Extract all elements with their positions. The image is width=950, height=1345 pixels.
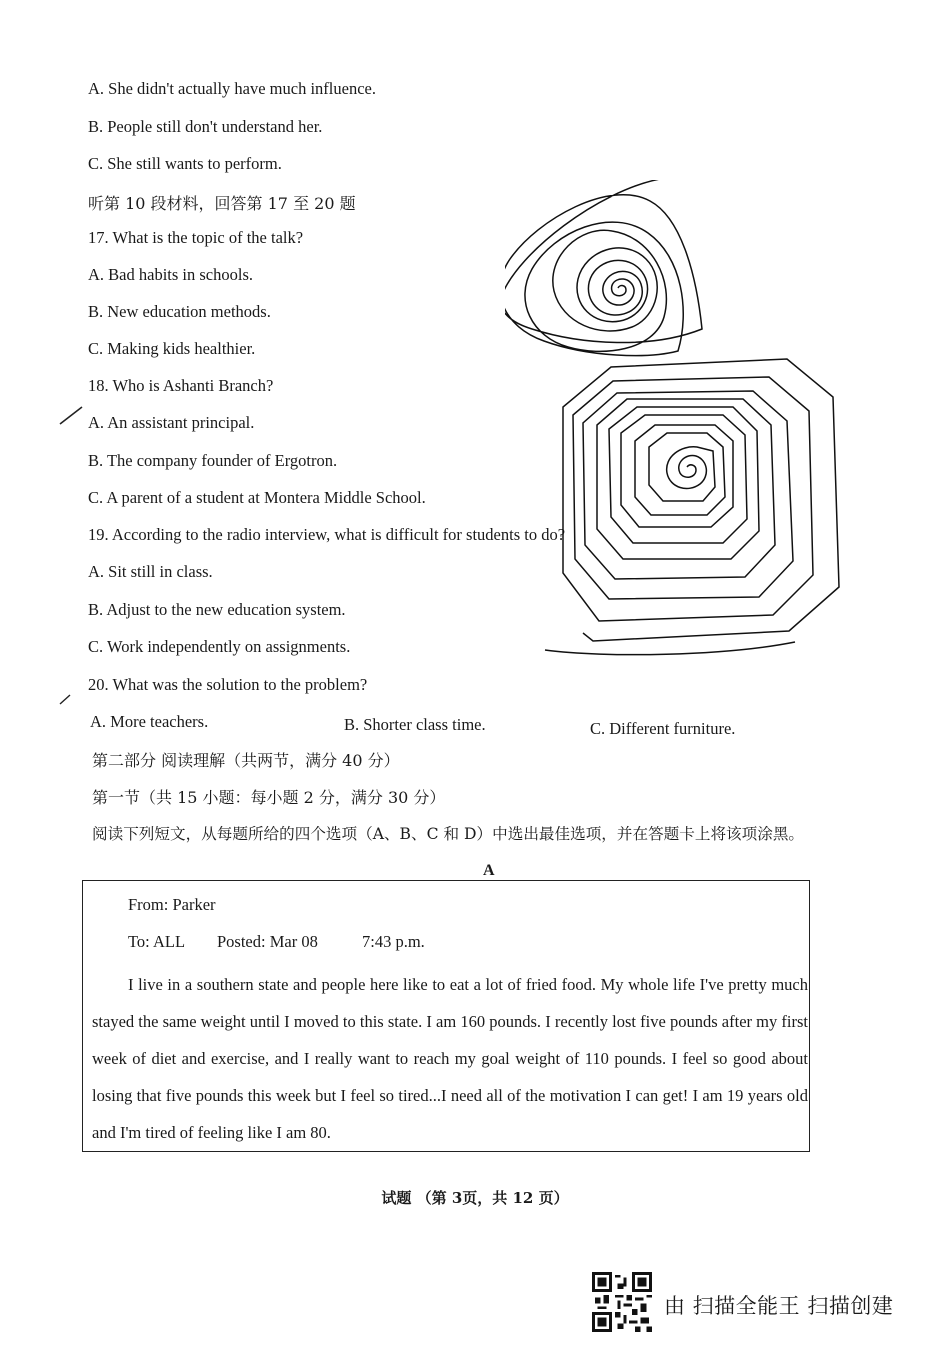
section1-title: 第一节（共 15 小题：每小题 2 分，满分 30 分） — [92, 788, 446, 807]
scribble-lower-spiral — [563, 359, 839, 641]
q20-stem: 20. What was the solution to the problem? — [88, 675, 368, 694]
scribble-upper-spiral — [505, 180, 702, 356]
reading-instruction: 阅读下列短文，从每题所给的四个选项（A、B、C 和 D）中选出最佳选项，并在答题卡上将该项涂黑。 — [92, 825, 805, 843]
q16-option-a: A. She didn't actually have much influence. — [88, 79, 376, 98]
q17-option-b: B. New education methods. — [88, 302, 271, 321]
qr-code-icon — [592, 1272, 652, 1332]
q20-option-c: C. Different furniture. — [590, 719, 736, 738]
q17-option-a: A. Bad habits in schools. — [88, 265, 253, 284]
scanner-watermark: 由 扫描全能王 扫描创建 — [664, 1294, 894, 1318]
passage-to: To: ALL — [128, 932, 186, 951]
passage-posted: Posted: Mar 08 — [217, 932, 318, 951]
q19-option-b: B. Adjust to the new education system. — [88, 600, 346, 619]
q20-option-b: B. Shorter class time. — [344, 715, 486, 734]
part2-title: 第二部分 阅读理解（共两节，满分 40 分） — [92, 751, 400, 770]
passage-letter: A — [483, 862, 495, 879]
q16-option-b: B. People still don't understand her. — [88, 117, 323, 136]
pen-tick-mark-18 — [58, 404, 84, 426]
q18-option-b: B. The company founder of Ergotron. — [88, 451, 338, 470]
pen-scribble-doodle — [505, 180, 845, 670]
q18-option-c: C. A parent of a student at Montera Middle School. — [88, 488, 426, 507]
q18-stem: 18. Who is Ashanti Branch? — [88, 376, 274, 395]
q17-option-c: C. Making kids healthier. — [88, 339, 256, 358]
pen-tick-mark-20 — [58, 692, 72, 706]
passage-from: From: Parker — [128, 895, 216, 914]
listening-instruction-10: 听第 10 段材料，回答第 17 至 20 题 — [88, 194, 356, 213]
q19-option-c: C. Work independently on assignments. — [88, 637, 351, 656]
passage-time: 7:43 p.m. — [362, 932, 425, 951]
q20-option-a: A. More teachers. — [90, 712, 209, 731]
q19-stem: 19. According to the radio interview, what is difficult for students to do? — [88, 525, 566, 544]
passage-body — [92, 966, 808, 1151]
q19-option-a: A. Sit still in class. — [88, 562, 213, 581]
q16-option-c: C. She still wants to perform. — [88, 154, 282, 173]
passage-body-text: I live in a southern state and people here like to eat a lot of fried food. My whole life I've pretty much stayed the same weight until I moved to this state. I am 160 pounds. I recently lost five pounds after my first week of diet and exercise, and I really want to reach my goal weight of 110 pounds. I feel so good about losing that five pounds this week but I feel so tired...I need all of the motivation I can get! I am 19 years old and I'm tired of feeling like I am 80. — [92, 975, 808, 1142]
page-footer: 试题 （第 3页，共 12 页） — [381, 1189, 569, 1207]
q17-stem: 17. What is the topic of the talk? — [88, 228, 304, 247]
q18-option-a: A. An assistant principal. — [88, 413, 255, 432]
